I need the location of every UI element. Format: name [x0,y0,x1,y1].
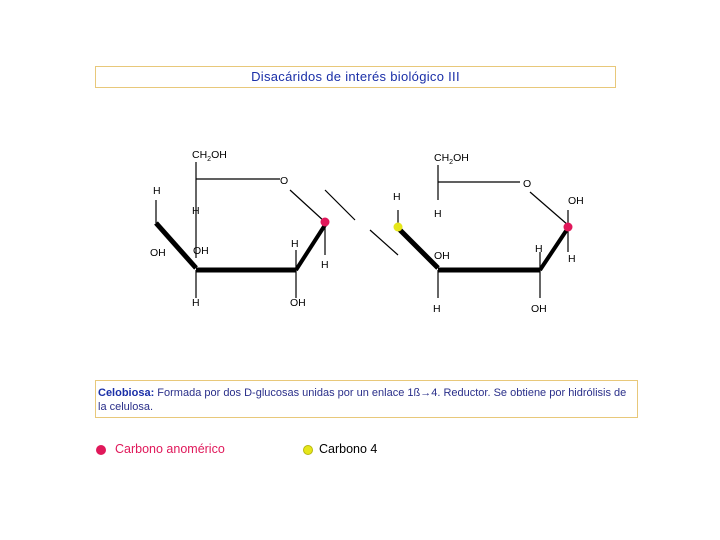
ring2-c5-h-label: H [434,208,442,220]
glycosidic-bond [325,190,398,255]
ring2-oh-label: OH [434,250,450,262]
ring1-c3-h-label: H [192,297,200,309]
ring1-c1-h-label: H [321,259,329,271]
anomeric-carbon-marker-ring2 [564,223,573,232]
ring2-oxygen-label: O [523,178,532,190]
description-box [95,380,638,418]
ring1-h-label: H [192,205,200,217]
ring1-c5-h-label: H [153,185,161,197]
legend-carbon-4-label: Carbono 4 [319,442,378,456]
carbon-4-dot-icon [303,445,313,455]
ring1-oh-left-label: OH [150,247,166,259]
legend-carbon-4 [303,442,423,458]
description-term: Celobiosa: [98,387,155,399]
carbon-4-marker [394,223,403,232]
ring1-c2-h-label: H [291,238,299,250]
ring2-c2-h-label: H [535,243,543,255]
ring2-ch2oh-label: $CH_2OH$ [434,152,469,166]
ring2-c3-h-label: H [433,303,441,315]
ring2-c4-h-up-label: H [393,191,401,203]
page-title: Disacáridos de interés biológico III [95,66,616,88]
ring1-c2-oh-label: OH [290,297,306,309]
ring2-c2-oh-label: OH [531,303,547,315]
description-text: Formada por dos D-glucosas unidas por un enlace 1ß→4. Reductor. Se obtiene por hidrólisis de la celulosa. [98,387,627,413]
ring2-c1-h-label: H [568,253,576,265]
ring2-c1-oh-label: OH [568,195,584,207]
legend-anomeric-carbon [96,442,276,458]
ring1-oxygen-label: O [280,175,289,187]
ring1-ch2oh-label: $CH_2OH$ [192,149,227,163]
ring-2-skeleton [398,165,568,298]
legend-anomeric-label: Carbono anomérico [115,442,225,456]
anomeric-carbon-marker [321,218,330,227]
anomeric-carbon-dot-icon [96,445,106,455]
ring-1-skeleton [156,162,325,298]
ring1-oh-label: OH [193,245,209,257]
